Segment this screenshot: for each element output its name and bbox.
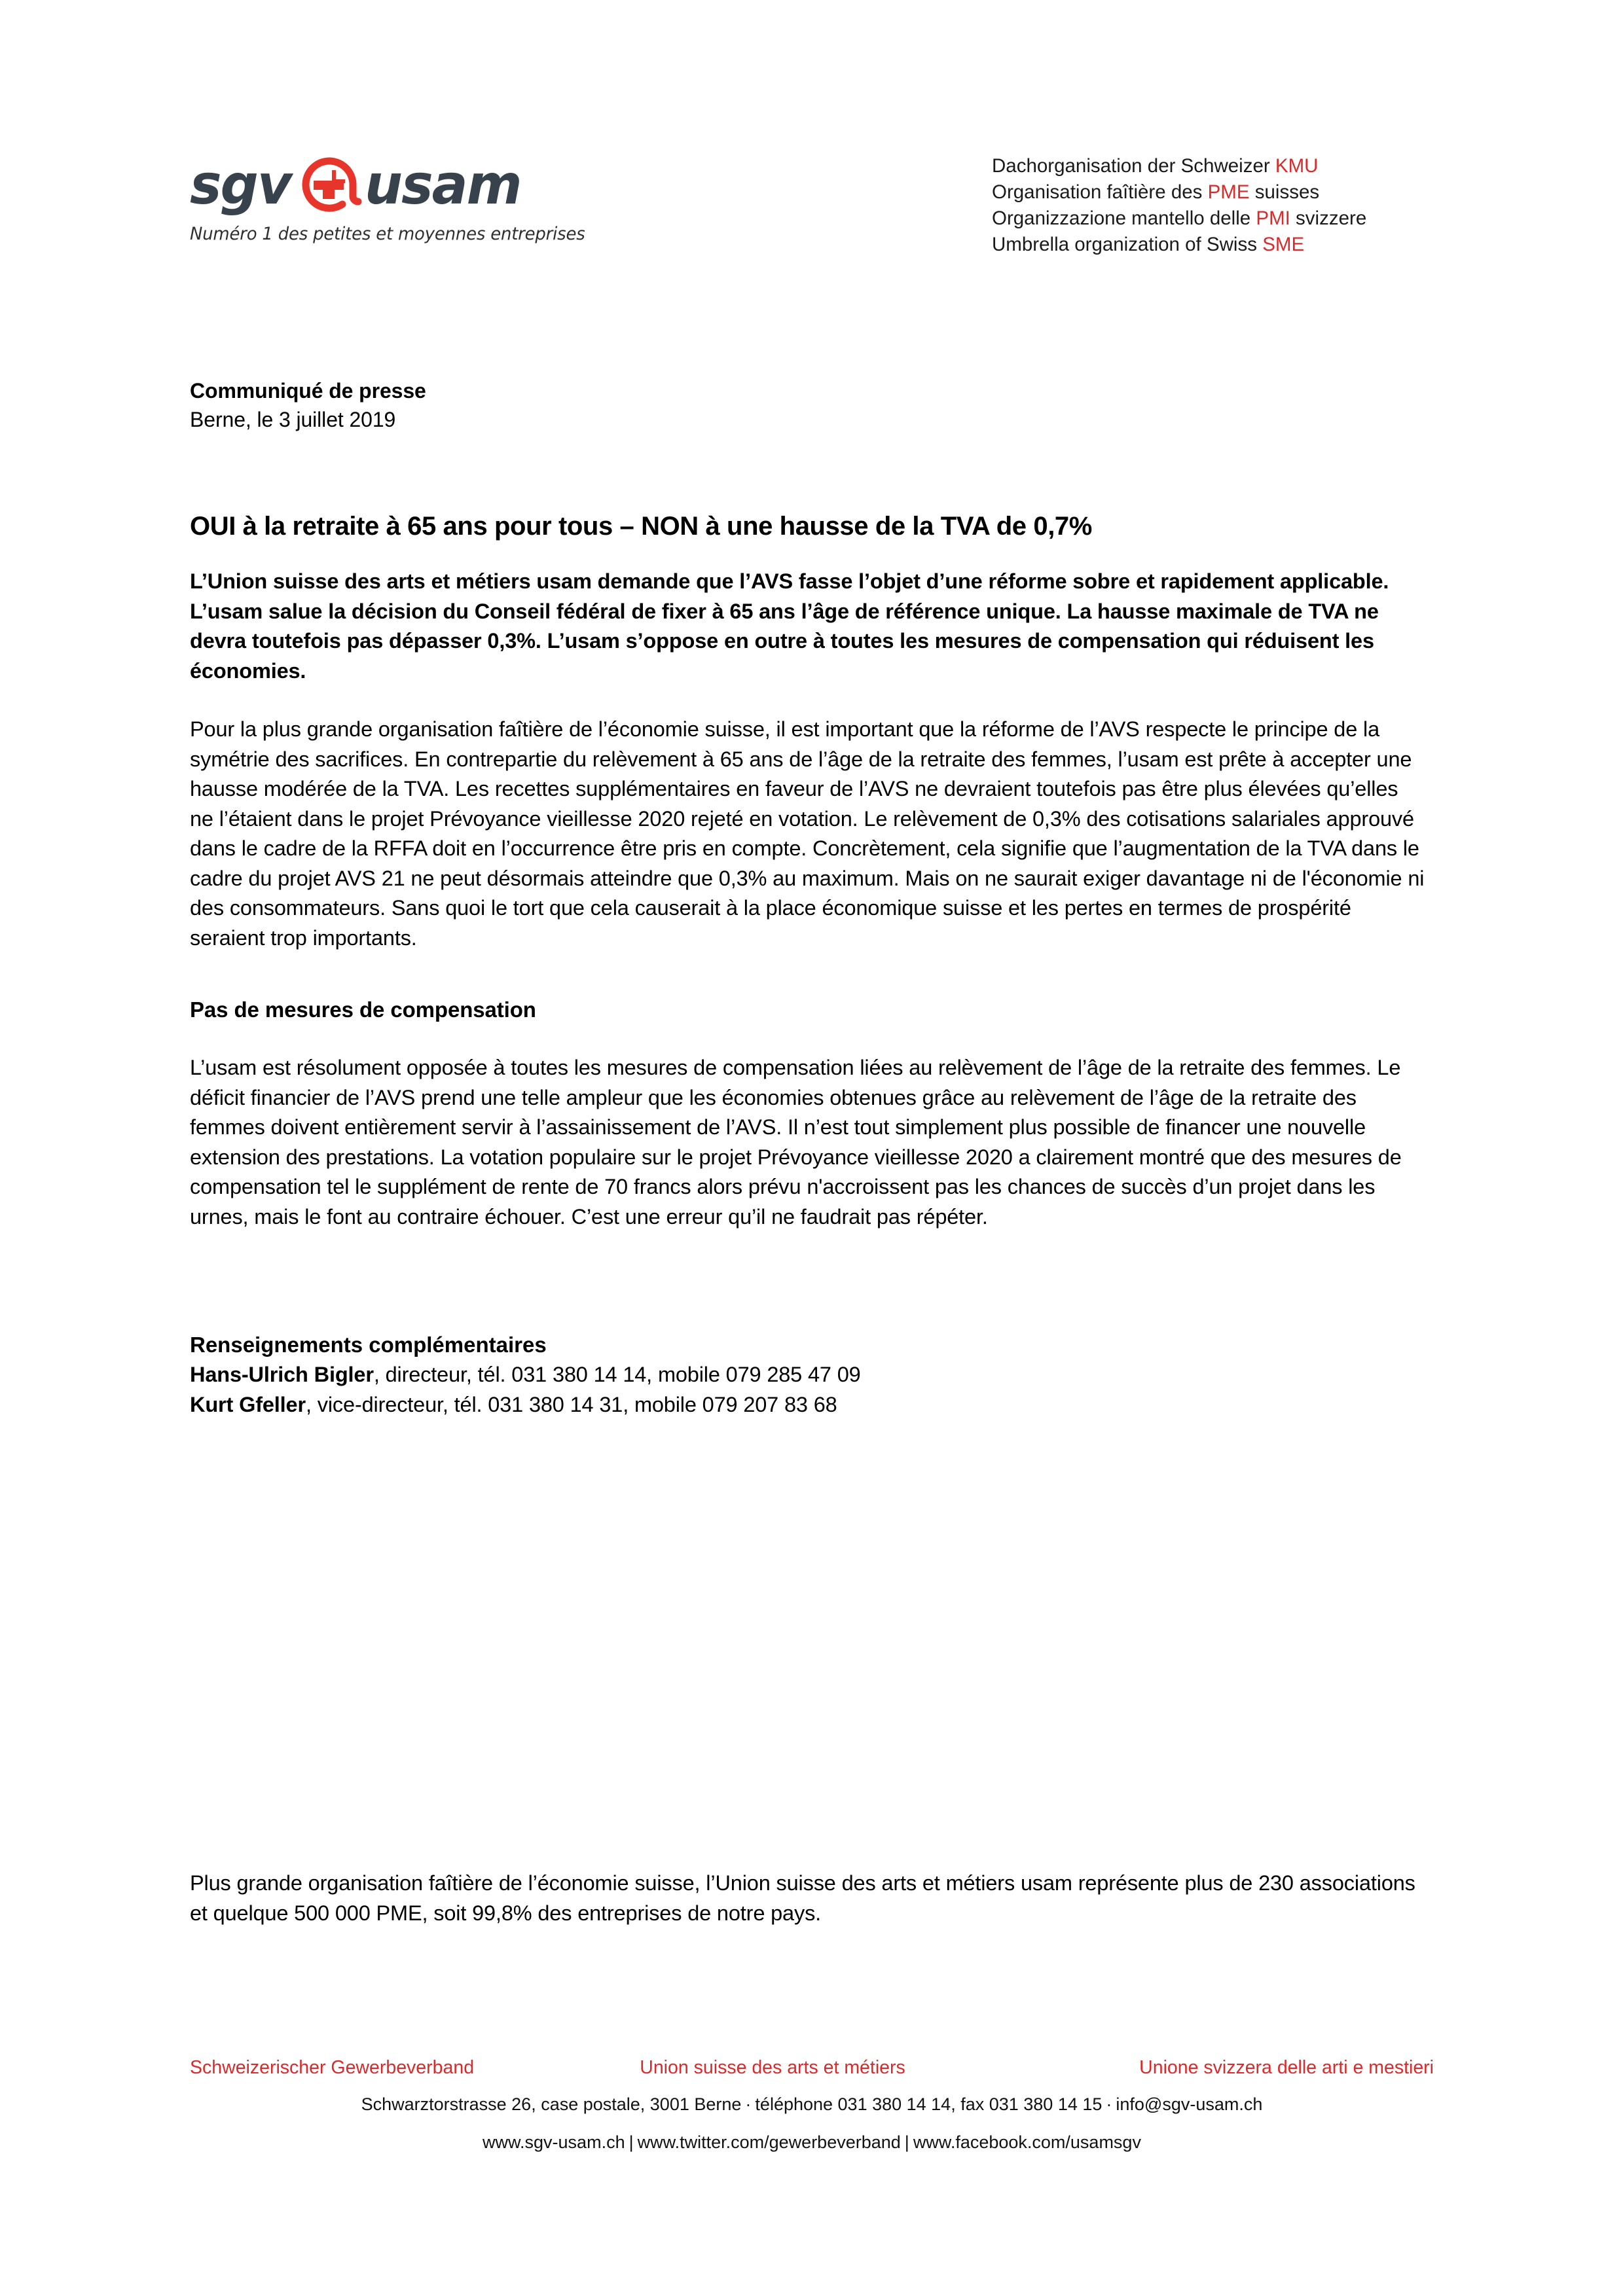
logo-word-sgv: sgv (190, 152, 291, 217)
multilingual-subtitle-block (992, 153, 1366, 258)
logo-wordmark-row (190, 149, 609, 220)
document-kind: Communiqué de presse (190, 379, 426, 403)
footer-brand-fr: Union suisse des arts et métiers (640, 2057, 905, 2078)
logo-tagline: Numéro 1 des petites et moyennes entreprises (190, 224, 585, 244)
contact-row (190, 1390, 1427, 1420)
footer-website-link[interactable]: www.sgv-usam.ch (483, 2132, 625, 2152)
subtitle-fr-before: Organisation faîtière des (992, 181, 1208, 203)
document-footer (190, 2055, 1434, 2156)
subtitle-de-before: Dachorganisation der Schweizer (992, 155, 1275, 177)
contact-details: , directeur, tél. 031 380 14 14, mobile 079 285 47 09 (373, 1363, 861, 1386)
subtitle-en-highlight: SME (1262, 234, 1305, 255)
subtitle-fr-highlight: PME (1207, 181, 1250, 203)
usam-swiss-cross-at-icon (295, 151, 363, 219)
contact-name: Hans-Ulrich Bigler (190, 1363, 374, 1386)
footer-brand-de: Schweizerischer Gewerbeverband (190, 2057, 475, 2078)
footer-brand-row (190, 2055, 1434, 2080)
organization-boilerplate: Plus grande organisation faîtière de l’économie suisse, l’Union suisse des arts et métiers usam représente plus de 230 associations et quelque 500 000 PME, soit 99,8% des entreprises de notre pays. (190, 1871, 1415, 1925)
footer-phone: téléphone 031 380 14 14, fax 031 380 14 15 (755, 2094, 1103, 2114)
body-paragraph-2: L’usam est résolument opposée à toutes les mesures de compensation liées au relèvement de l’âge de la retraite des femmes. Le déficit financier de l’AVS prend une telle ampleur que les économies obtenues grâce au relèvement de l’âge de la retraite des femmes doivent entièrement servir à l’assainissement de l’AVS. Il n’est tout simplement plus possible de financer une nouvelle extension des prestations. La votation populaire sur le projet Prévoyance vieillesse 2020 a clairement montré que des mesures de compensation tel le supplément de rente de 70 francs alors prévu n'accroissent pas les chances de succès d’un projet dans les urnes, mais le font au contraire échouer. C’est une erreur qu’il ne faudrait pas répéter. (190, 1056, 1402, 1229)
subtitle-line-en (992, 232, 1366, 258)
footer-brand-it: Unione svizzera delle arti e mestieri (1139, 2057, 1434, 2078)
section-heading-compensation: Pas de mesures de compensation (190, 997, 536, 1022)
contacts-heading: Renseignements complémentaires (190, 1333, 547, 1357)
document-header (190, 149, 1433, 267)
footer-email[interactable]: info@sgv-usam.ch (1116, 2094, 1263, 2114)
contact-details: , vice-directeur, tél. 031 380 14 31, mobile 079 207 83 68 (305, 1393, 837, 1416)
subtitle-fr-after: suisses (1249, 181, 1320, 203)
footer-address-line (190, 2091, 1434, 2118)
lead-paragraph: L’Union suisse des arts et métiers usam demande que l’AVS fasse l’objet d’une réforme sobre et rapidement applicable. L’usam salue la décision du Conseil fédéral de fixer à 65 ans l’âge de référence unique. La hausse maximale de TVA ne devra toutefois pas dépasser 0,3%. L’usam s’oppose en outre à toutes les mesures de compensation qui réduisent les économies. (190, 569, 1389, 683)
subtitle-line-it (992, 206, 1366, 232)
subtitle-line-de (992, 153, 1366, 179)
subtitle-it-after: svizzere (1290, 207, 1367, 229)
usam-logo (190, 149, 609, 244)
subtitle-it-before: Organizzazione mantello delle (992, 207, 1256, 229)
footer-facebook-link[interactable]: www.facebook.com/usamsgv (913, 2132, 1141, 2152)
footer-link-separator-2: | (904, 2132, 909, 2152)
body-paragraph-1: Pour la plus grande organisation faîtière de l’économie suisse, il est important que la réforme de l’AVS respecte le principe de la symétrie des sacrifices. En contrepartie du relèvement à 65 ans de l’âge de la retraite des femmes, l’usam est prête à accepter une hausse modérée de la TVA. Les recettes supplémentaires en faveur de l’AVS ne devraient toutefois pas être plus élevées qu’elles ne l’étaient dans le projet Prévoyance vieillesse 2020 rejeté en votation. Le relèvement de 0,3% des cotisations salariales approuvé dans le cadre de la RFFA doit en l’occurrence être pris en compte. Concrètement, cela signifie que l’augmentation de la TVA dans le cadre du projet AVS 21 ne peut désormais atteindre que 0,3% au maximum. Mais on ne saurait exiger davantage ni de l'économie ni des consommateurs. Sans quoi le tort que cela causerait à la place économique suisse et les pertes en termes de prospérité seraient trop importants. (190, 717, 1425, 950)
footer-twitter-link[interactable]: www.twitter.com/gewerbeverband (637, 2132, 901, 2152)
document-body (190, 376, 1427, 1420)
footer-link-separator-1: | (629, 2132, 634, 2152)
logo-word-usam: usam (364, 152, 521, 217)
subtitle-de-highlight: KMU (1275, 155, 1319, 177)
subtitle-it-highlight: PMI (1256, 207, 1290, 229)
footer-address: Schwarztorstrasse 26, case postale, 3001 Berne (361, 2094, 742, 2114)
contact-row (190, 1359, 1427, 1390)
footer-separator-1: · (745, 2094, 752, 2114)
page-title: OUI à la retraite à 65 ans pour tous – NON à une hausse de la TVA de 0,7% (190, 512, 1092, 541)
subtitle-line-fr (992, 179, 1366, 206)
footer-links-line (190, 2129, 1434, 2156)
footer-separator-2: · (1106, 2094, 1112, 2114)
subtitle-en-before: Umbrella organization of Swiss (992, 234, 1263, 255)
contact-name: Kurt Gfeller (190, 1393, 306, 1416)
dateline: Berne, le 3 juillet 2019 (190, 408, 396, 431)
